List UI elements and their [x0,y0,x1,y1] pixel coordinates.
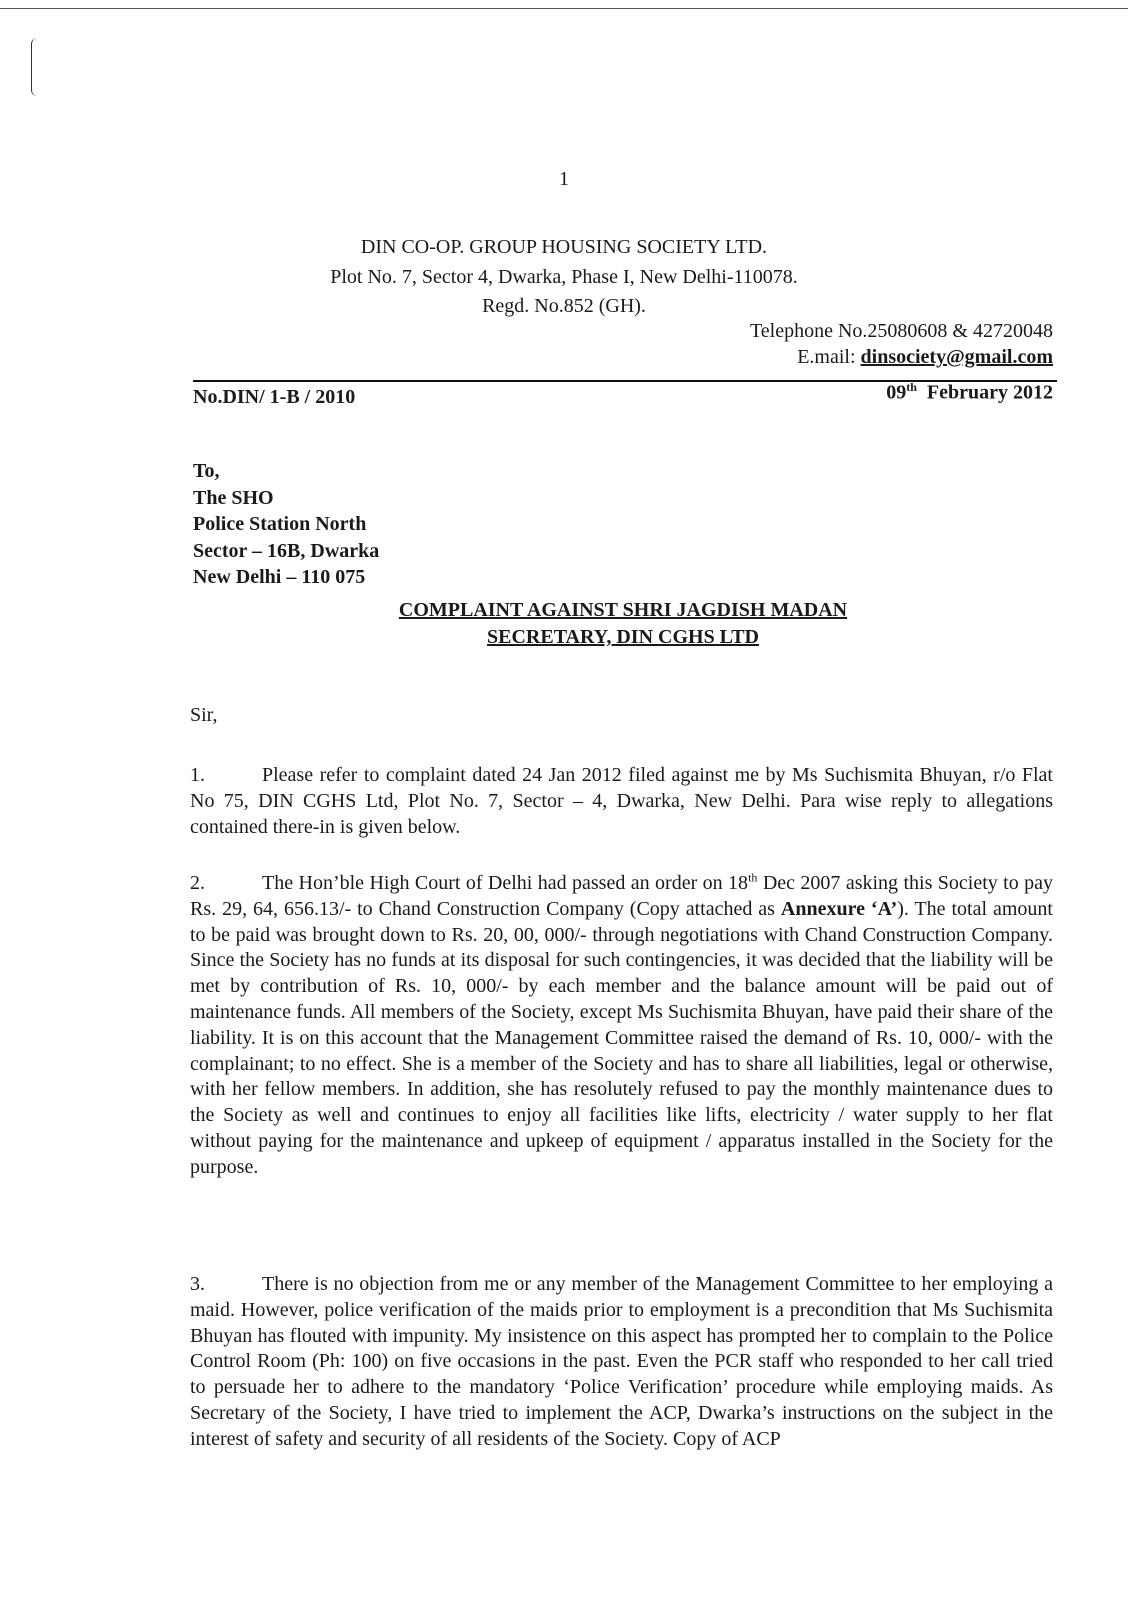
reference-number: No.DIN/ 1-B / 2010 [193,386,356,408]
recipient-address [193,458,379,591]
email-line [797,346,1053,369]
page-number: 1 [559,168,569,190]
recipient-line: Sector – 16B, Dwarka [193,539,380,562]
recipient-line: To, [193,460,220,482]
paragraph-text: ). The total amount to be paid was brought down to Rs. 20, 00, 000/- through negotiations with Chand Construction Company. Since the Society has no funds at its disposal for such contingencies, it was decided that the liability will be met by contribution of Rs. 10, 000/- by each member and the balance amount will be paid out of maintenance funds. All members of the Society, except Ms Suchismita Bhuyan, have paid their share of the liability. It is on this account that the Management Committee raised the demand of Rs. 10, 000/- with the complainant; to no effect. She is a member of the Society and has to share all liabilities, legal or otherwise, with her fellow members. In addition, she has resolutely refused to pay the monthly maintenance dues to the Society as well and continues to enjoy all facilities like lifts, electricity / water supply to her flat without paying for the maintenance and upkeep of equipment / apparatus installed in the Society for the purpose. [190,897,1053,1178]
society-name: DIN CO-OP. GROUP HOUSING SOCIETY LTD. [360,236,768,258]
paragraph-text: The Hon’ble High Court of Delhi had passed an order on 18 [262,872,749,894]
margin-bracket-mark [31,38,38,96]
top-border-line [0,8,1128,9]
paragraph-1 [190,763,1053,840]
email-link[interactable]: dinsociety@gmail.com [860,346,1053,368]
paragraph-text: There is no objection from me or any member of the Management Committee to her employing a maid. However, police verification of the maids prior to employment is a precondition that Ms Suchismita Bhuyan has flouted with impunity. My insistence on this aspect has prompted her to complain to the Police Control Room (Ph: 100) on five occasions in the past. Even the PCR staff who responded to her call tried to persuade her to adhere to the mandatory ‘Police Verification’ procedure while employing maids. As Secretary of the Society, I have tried to implement the ACP, Dwarka’s instructions on the subject in the interest of safety and security of all residents of the Society. Copy of ACP [190,1273,1053,1450]
paragraph-number: 1. [190,764,205,786]
society-address: Plot No. 7, Sector 4, Dwarka, Phase I, New Delhi-110078. [330,266,798,288]
subject-line-2: SECRETARY, DIN CGHS LTD [487,626,759,648]
paragraph-number: 2. [190,872,205,894]
paragraph-2 [190,871,1053,1181]
paragraph-3 [190,1272,1053,1453]
paragraph-number: 3. [190,1273,205,1295]
salutation: Sir, [190,704,218,726]
ordinal-suffix: th [748,870,758,885]
date-month-year: February 2012 [926,381,1053,404]
recipient-line: New Delhi – 110 075 [193,566,366,588]
telephone-line: Telephone No.25080608 & 42720048 [749,320,1053,342]
paragraph-text: Please refer to complaint dated 24 Jan 2012 filed against me by Ms Suchismita Bhuyan, r/o Flat No 75, DIN CGHS Ltd, Plot No. 7, Sector – 4, Dwarka, New Delhi. Para wise reply to allegations contained there-in is given below. [190,764,1053,838]
email-label: E.mail: [797,346,861,368]
recipient-line: The SHO [193,486,274,509]
date-suffix: th [906,380,917,394]
paragraph-text: Dec 2007 asking this Society to pay Rs. 29, 64, 656.13/- to Chand Construction Company (Copy attached as [190,872,1054,920]
letter-date [886,380,1053,405]
annexure-reference: Annexure ‘A’ [780,897,898,920]
date-day: 09 [886,381,907,404]
registration-number: Regd. No.852 (GH). [482,295,646,317]
recipient-line: Police Station North [193,513,367,535]
subject-line-1: COMPLAINT AGAINST SHRI JAGDISH MADAN [398,599,848,621]
